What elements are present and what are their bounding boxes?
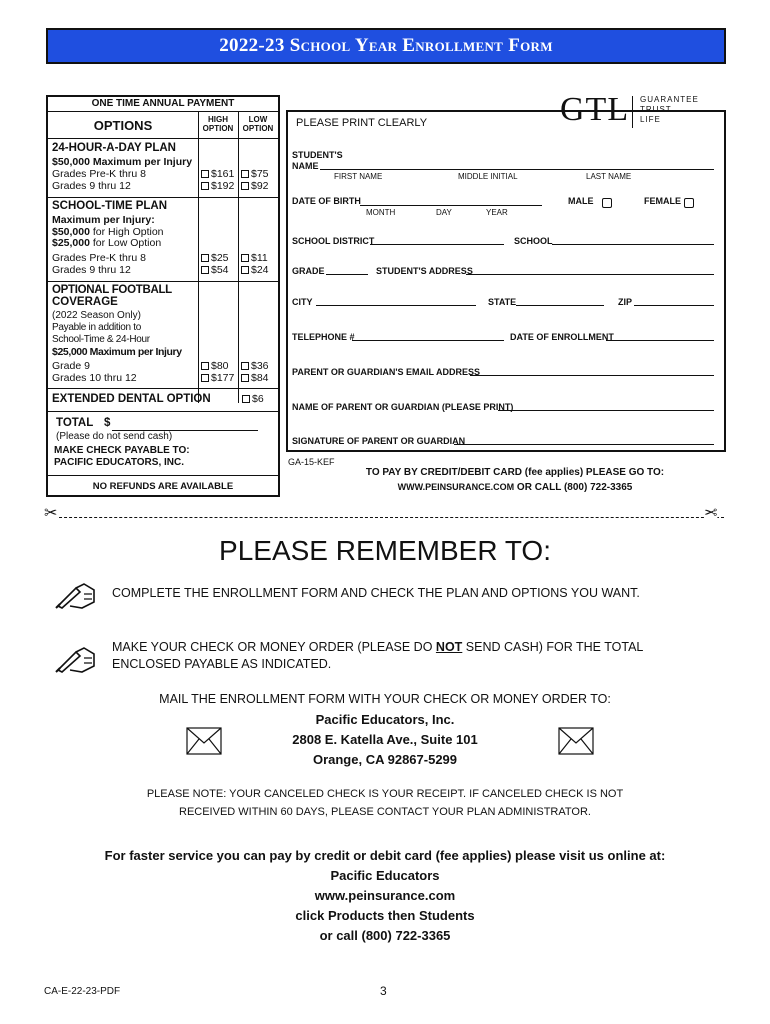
checkbox-icon[interactable] <box>201 362 209 370</box>
plan2-low-amount: $25,000 <box>52 237 90 249</box>
last-name-label: LAST NAME <box>586 172 632 181</box>
pay-call: OR CALL (800) 722-3365 <box>516 482 633 493</box>
not-emphasis: NOT <box>435 640 463 654</box>
plan3-max: $25,000 Maximum per Injury <box>52 346 182 358</box>
scissors-icon: ✂ <box>44 505 58 522</box>
school-field[interactable] <box>552 244 714 245</box>
cut-line <box>44 517 724 518</box>
school-district-field[interactable] <box>370 244 504 245</box>
plan3-row1-high[interactable]: $80 <box>201 361 229 373</box>
city-field[interactable] <box>316 305 476 306</box>
dental-label: EXTENDED DENTAL OPTION <box>52 393 211 405</box>
plan2-row1-high[interactable]: $25 <box>201 253 229 265</box>
total-sign: $ <box>104 417 111 429</box>
checkbox-icon[interactable] <box>241 266 249 274</box>
school-district-label: SCHOOL DISTRICT <box>292 236 375 246</box>
options-table <box>46 95 280 497</box>
plan1-row2-low[interactable]: $92 <box>241 181 269 193</box>
envelope-icon <box>558 727 594 755</box>
receipt-note-2: RECEIVED WITHIN 60 DAYS, PLEASE CONTACT YOUR PLAN ADMINISTRATOR. <box>179 806 591 818</box>
zip-label: ZIP <box>618 297 633 307</box>
plan1-row1-low[interactable]: $75 <box>241 169 269 181</box>
checkbox-icon[interactable] <box>201 182 209 190</box>
faster-phone: or call (800) 722-3365 <box>319 928 451 943</box>
enrollment-form <box>286 110 726 452</box>
receipt-note-1: PLEASE NOTE: YOUR CANCELED CHECK IS YOUR RECEIPT. IF CANCELED CHECK IS NOT <box>146 788 624 800</box>
student-name-label-1: STUDENT'S <box>292 150 343 160</box>
telephone-field[interactable] <box>352 340 504 341</box>
plan1-row2-high[interactable]: $192 <box>201 181 234 193</box>
address-field[interactable] <box>466 274 714 275</box>
zip-field[interactable] <box>634 305 714 306</box>
checkbox-icon[interactable] <box>201 374 209 382</box>
student-name-field[interactable] <box>320 169 714 170</box>
total-label: TOTAL <box>56 417 94 429</box>
plan3-title-2: COVERAGE <box>52 296 118 308</box>
plan2-title: SCHOOL-TIME PLAN <box>52 200 167 212</box>
faster-line-3: click Products then Students <box>295 908 475 923</box>
form-code: GA-15-KEF <box>288 457 335 467</box>
gtl-line-3: LIFE <box>640 115 661 124</box>
print-clearly: PLEASE PRINT CLEARLY <box>296 117 428 129</box>
pay-by-card: TO PAY BY CREDIT/DEBIT CARD (fee applies) PLEASE GO TO: <box>365 467 665 478</box>
form-banner <box>46 28 726 64</box>
female-checkbox[interactable] <box>684 198 694 208</box>
enrollment-date-field[interactable] <box>606 340 714 341</box>
mail-address-3: Orange, CA 92867-5299 <box>312 752 458 767</box>
plan2-low-text: for Low Option <box>92 237 162 249</box>
checkbox-icon[interactable] <box>201 170 209 178</box>
signature-field[interactable] <box>454 444 714 445</box>
gtl-line-1: GUARANTEE <box>640 95 699 104</box>
parent-name-label: NAME OF PARENT OR GUARDIAN (PLEASE PRINT) <box>292 402 514 412</box>
email-label: PARENT OR GUARDIAN'S EMAIL ADDRESS <box>292 367 480 377</box>
remember-title: PLEASE REMEMBER TO: <box>219 535 551 566</box>
plan1-row2-label: Grades 9 thru 12 <box>52 180 131 192</box>
plan3-season: (2022 Season Only) <box>52 310 141 321</box>
remember-item-2-cont: ENCLOSED PAYABLE AS INDICATED. <box>112 657 332 671</box>
envelope-icon <box>186 727 222 755</box>
faster-url[interactable]: www.peinsurance.com <box>314 888 456 903</box>
telephone-label: TELEPHONE # <box>292 332 355 342</box>
male-checkbox[interactable] <box>602 198 612 208</box>
faster-line-1: Pacific Educators <box>330 868 440 883</box>
payable-to: MAKE CHECK PAYABLE TO: <box>54 445 190 456</box>
school-label: SCHOOL <box>514 236 553 246</box>
grade-field[interactable] <box>326 274 368 275</box>
dob-field[interactable] <box>360 205 542 206</box>
middle-initial-label: MIDDLE INITIAL <box>458 172 518 181</box>
state-field[interactable] <box>516 305 604 306</box>
writing-hand-icon <box>54 580 98 610</box>
plan2-row2-low[interactable]: $24 <box>241 265 269 277</box>
mail-address-1: Pacific Educators, Inc. <box>315 712 455 727</box>
payable-name: PACIFIC EDUCATORS, INC. <box>54 457 185 468</box>
plan2-row1-label: Grades Pre-K thru 8 <box>52 252 146 264</box>
scissors-icon: ✂ <box>704 505 718 522</box>
plan3-title-1: OPTIONAL FOOTBALL <box>52 284 172 296</box>
plan1-row1-high[interactable]: $161 <box>201 169 234 181</box>
first-name-label: FIRST NAME <box>334 172 383 181</box>
remember-item-1: COMPLETE THE ENROLLMENT FORM AND CHECK THE PLAN AND OPTIONS YOU WANT. <box>112 586 640 600</box>
no-refunds: NO REFUNDS ARE AVAILABLE <box>92 481 234 492</box>
student-name-label-2: NAME <box>292 161 319 171</box>
dob-month-label: MONTH <box>366 208 396 217</box>
plan2-row2-label: Grades 9 thru 12 <box>52 264 131 276</box>
checkbox-icon[interactable] <box>241 362 249 370</box>
banner-year: 2022-23 <box>219 35 285 56</box>
plan2-high-amount: $50,000 <box>52 226 90 238</box>
address-label: STUDENT'S ADDRESS <box>376 266 473 276</box>
footer-code: CA-E-22-23-PDF <box>44 986 121 997</box>
checkbox-icon[interactable] <box>201 266 209 274</box>
faster-service: For faster service you can pay by credit or debit card (fee applies) please visit us online at: <box>104 848 666 863</box>
plan3-row1-low[interactable]: $36 <box>241 361 269 373</box>
gtl-logo-text: GTL <box>560 91 630 128</box>
plan2-max: Maximum per Injury: <box>52 214 155 226</box>
col-high-option: HIGH OPTION <box>202 115 234 133</box>
checkbox-icon[interactable] <box>241 182 249 190</box>
plan3-row2-low[interactable]: $84 <box>241 373 269 385</box>
plan2-row1-low[interactable]: $11 <box>241 253 268 265</box>
email-field[interactable] <box>470 375 714 376</box>
writing-hand-icon <box>54 644 98 674</box>
plan1-row1-label: Grades Pre-K thru 8 <box>52 168 146 180</box>
dob-year-label: YEAR <box>486 208 508 217</box>
plan3-row1-label: Grade 9 <box>52 360 90 372</box>
checkbox-icon[interactable] <box>241 374 249 382</box>
female-label: FEMALE <box>644 196 681 206</box>
plan3-row2-high[interactable]: $177 <box>201 373 234 385</box>
plan3-note-1: Payable in addition to <box>52 322 142 333</box>
grade-label: GRADE <box>292 266 325 276</box>
checkbox-icon[interactable] <box>242 395 250 403</box>
options-header: OPTIONS <box>93 118 153 133</box>
remember-item-2: MAKE YOUR CHECK OR MONEY ORDER (PLEASE DO NOT SEND CASH) FOR THE TOTAL <box>112 640 644 654</box>
plan2-high-text: for High Option <box>92 226 164 238</box>
banner-title: School Year Enrollment Form <box>289 35 553 56</box>
plan3-note-2: School-Time & 24-Hour <box>52 334 150 345</box>
plan2-row2-high[interactable]: $54 <box>201 265 229 277</box>
plan1-max: $50,000 Maximum per Injury <box>52 156 193 168</box>
dental-price[interactable]: $6 <box>242 394 264 406</box>
plan1-title: 24-HOUR-A-DAY PLAN <box>52 142 176 154</box>
options-header-top: ONE TIME ANNUAL PAYMENT <box>91 98 235 109</box>
checkbox-icon[interactable] <box>201 254 209 262</box>
male-label: MALE <box>568 196 594 206</box>
enrollment-date-label: DATE OF ENROLLMENT <box>510 332 614 342</box>
parent-name-field[interactable] <box>498 410 714 411</box>
no-cash-note: (Please do not send cash) <box>56 431 173 442</box>
pay-url[interactable]: WWW.PEINSURANCE.COM <box>397 482 515 492</box>
mail-instructions: MAIL THE ENROLLMENT FORM WITH YOUR CHECK OR MONEY ORDER TO: <box>159 692 611 706</box>
checkbox-icon[interactable] <box>241 170 249 178</box>
page-number: 3 <box>380 984 387 998</box>
checkbox-icon[interactable] <box>241 254 249 262</box>
signature-label: SIGNATURE OF PARENT OR GUARDIAN <box>292 436 466 446</box>
plan3-row2-label: Grades 10 thru 12 <box>52 372 137 384</box>
mail-address-2: 2808 E. Katella Ave., Suite 101 <box>292 732 478 747</box>
dob-day-label: DAY <box>436 208 452 217</box>
dob-label: DATE OF BIRTH <box>292 196 361 206</box>
city-label: CITY <box>292 297 313 307</box>
col-low-option: LOW OPTION <box>242 115 274 133</box>
gtl-line-2: TRUST <box>640 105 672 114</box>
state-label: STATE <box>488 297 517 307</box>
